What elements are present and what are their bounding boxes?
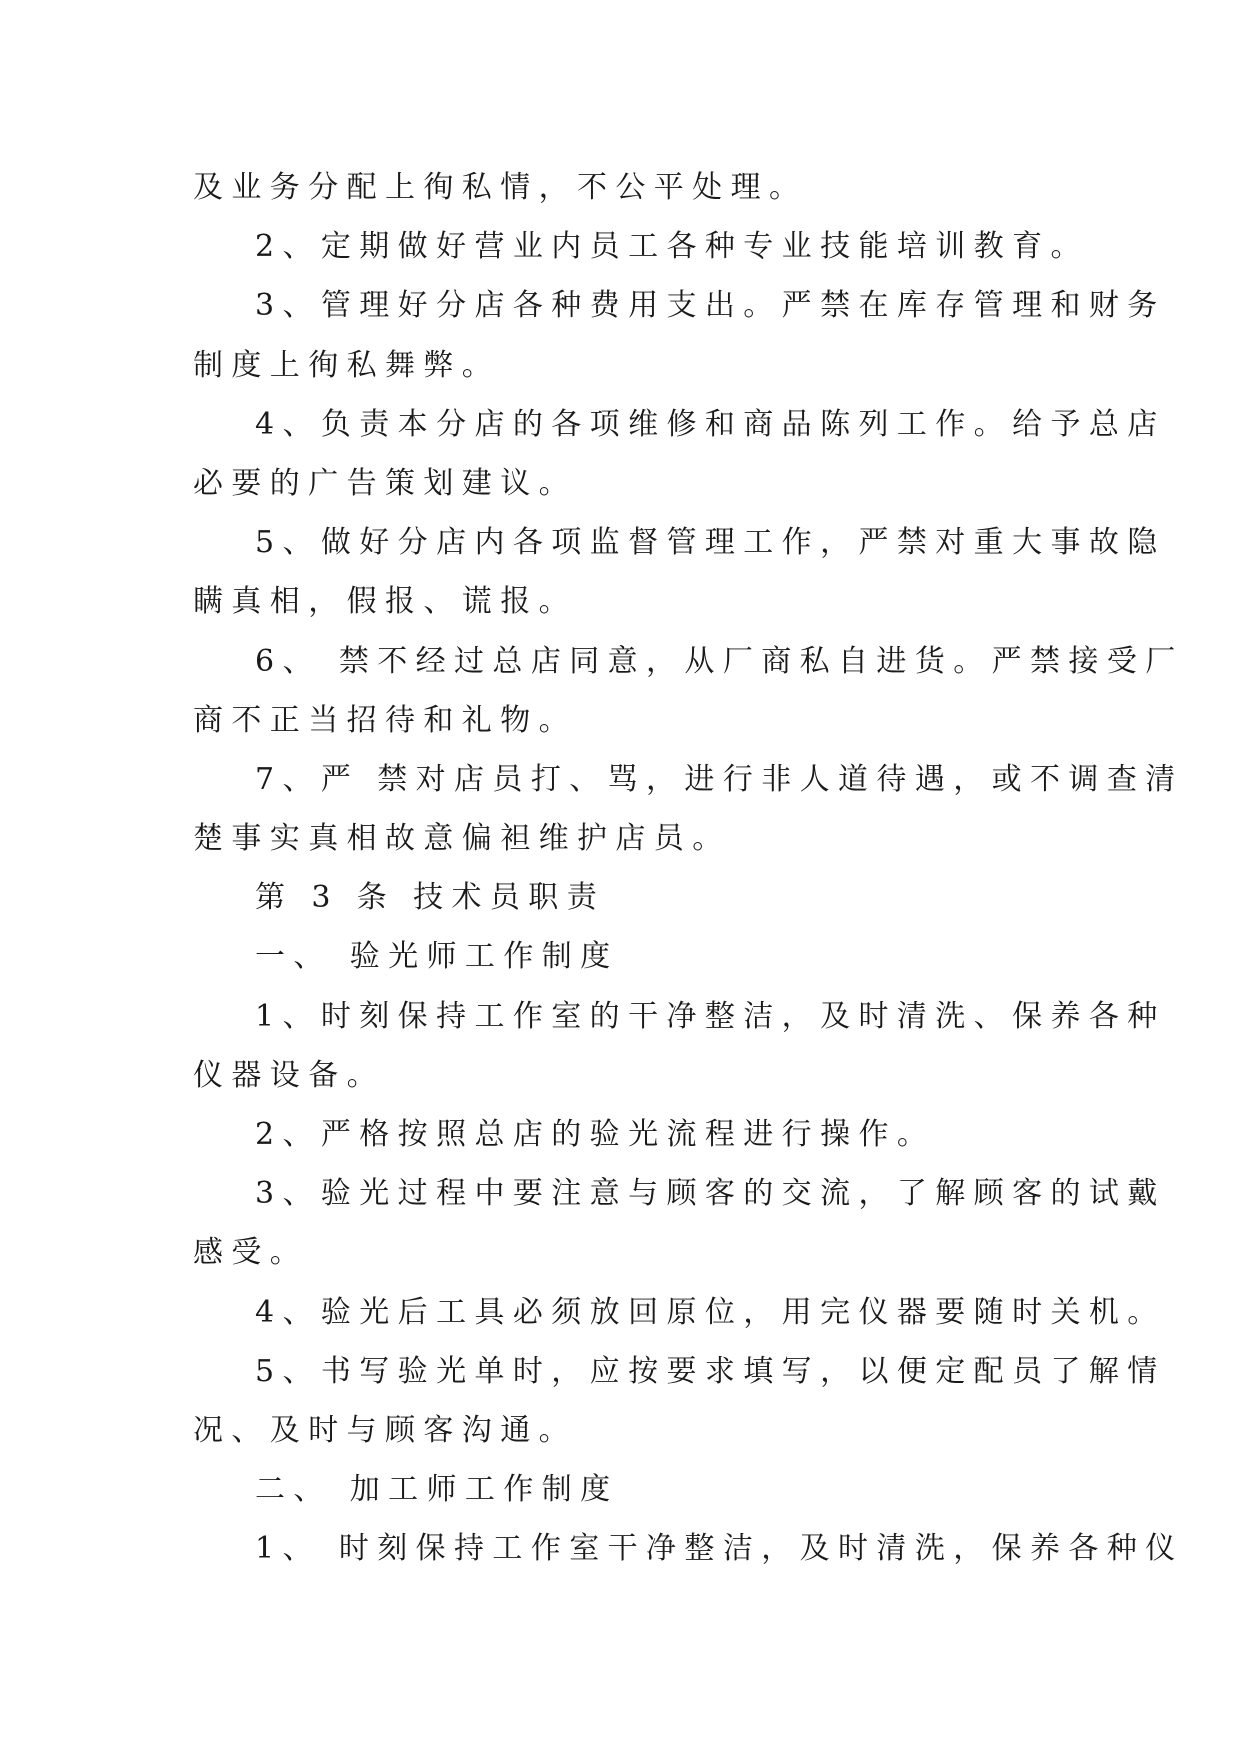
- section-heading: 第 3 条 技术员职责: [255, 880, 606, 916]
- text-line: 制度上徇私舞弊。: [193, 347, 501, 383]
- text-line: 3、管理好分店各种费用支出。严禁在库存管理和财务: [255, 288, 1166, 324]
- text-line: 2、定期做好营业内员工各种专业技能培训教育。: [255, 229, 1089, 265]
- text-line: 6、 禁不经过总店同意，从厂商私自进货。严禁接受厂: [255, 643, 1184, 679]
- text-line: 1、 时刻保持工作室干净整洁，及时清洗，保养各种仪: [255, 1531, 1184, 1567]
- text-line: 瞒真相，假报、谎报。: [193, 584, 577, 620]
- text-line: 况、及时与顾客沟通。: [193, 1412, 577, 1448]
- text-line: 5、做好分店内各项监督管理工作，严禁对重大事故隐: [255, 525, 1166, 561]
- text-line: 仪器设备。: [193, 1057, 385, 1093]
- text-line: 感受。: [193, 1235, 309, 1271]
- text-line: 楚事实真相故意偏袒维护店员。: [193, 821, 731, 857]
- subsection-heading: 一、 验光师工作制度: [255, 939, 619, 975]
- text-line: 及业务分配上徇私情，不公平处理。: [193, 170, 808, 205]
- text-line: 必要的广告策划建议。: [193, 465, 577, 501]
- text-line: 5、书写验光单时，应按要求填写，以便定配员了解情: [255, 1353, 1166, 1389]
- text-line: 4、负责本分店的各项维修和商品陈列工作。给予总店: [255, 406, 1166, 442]
- text-line: 1、时刻保持工作室的干净整洁，及时清洗、保养各种: [255, 998, 1166, 1034]
- text-line: 2、严格按照总店的验光流程进行操作。: [255, 1117, 936, 1152]
- text-line: 商不正当招待和礼物。: [193, 702, 577, 738]
- text-line: 4、验光后工具必须放回原位，用完仪器要随时关机。: [255, 1294, 1166, 1330]
- document-body: [193, 158, 1184, 1579]
- subsection-heading: 二、 加工师工作制度: [255, 1472, 619, 1508]
- text-line: 7、严 禁对店员打、骂，进行非人道待遇，或不调查清: [255, 761, 1184, 797]
- text-line: 3、验光过程中要注意与顾客的交流，了解顾客的试戴: [255, 1176, 1166, 1212]
